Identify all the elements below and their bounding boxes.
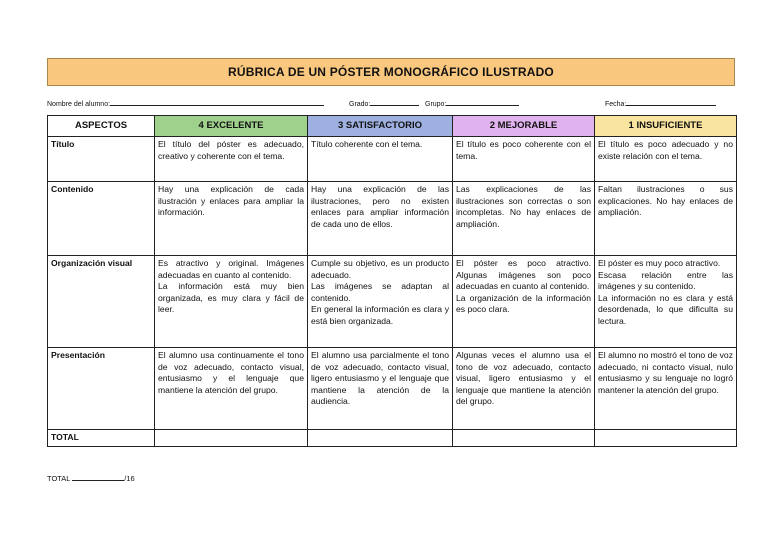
criterion-cell: Hay una explicación de cada ilustración y enlaces para ampliar la información. (155, 182, 308, 256)
criterion-cell: El título del póster es adecuado, creativo y coherente con el tema. (155, 137, 308, 182)
student-name-label: Nombre del alumno: (47, 101, 111, 108)
criterion-cell: Cumple su objetivo, es un producto adecuado. Las imágenes se adaptan al contenido. En general la información es clara y está bien organizada. (308, 256, 453, 348)
criterion-cell: El alumno no mostró el tono de voz adecuado, ni contacto visual, nulo entusiasmo y su lenguaje no logró mantener la atención del grupo. (595, 348, 737, 430)
criterion-cell: Es atractivo y original. Imágenes adecuadas en cuanto al contenido. La información está muy bien organizada, es muy clara y fácil de leer. (155, 256, 308, 348)
criterion-cell: El póster es poco atractivo. Algunas imágenes son poco adecuadas en cuanto al contenido. La organización de la información es poco clara. (453, 256, 595, 348)
aspect-cell: Título (48, 137, 155, 182)
table-row (48, 348, 737, 430)
criterion-cell: Título coherente con el tema. (308, 137, 453, 182)
header-level-1: 1 INSUFICIENTE (595, 116, 737, 137)
table-row (48, 256, 737, 348)
grade-field[interactable] (349, 98, 419, 108)
criterion-cell: El título es poco adecuado y no existe relación con el tema. (595, 137, 737, 182)
grade-label: Grado: (349, 101, 371, 108)
total-cell[interactable] (308, 430, 453, 447)
header-level-3: 3 SATISFACTORIO (308, 116, 453, 137)
total-score-label: TOTAL (47, 474, 71, 483)
criterion-cell: El alumno usa continuamente el tono de voz adecuado, contacto visual, entusiasmo y el lenguaje que mantiene la atención del grupo. (155, 348, 308, 430)
table-row (48, 137, 737, 182)
student-info-fields (47, 98, 737, 110)
criterion-cell: El póster es muy poco atractivo. Escasa relación entre las imágenes y su contenido. La información no es clara y está desordenada, lo que dificulta su lectura. (595, 256, 737, 348)
header-row (48, 116, 737, 137)
total-cell[interactable] (155, 430, 308, 447)
header-level-2: 2 MEJORABLE (453, 116, 595, 137)
date-label: Fecha: (605, 101, 627, 108)
header-aspects: ASPECTOS (48, 116, 155, 137)
student-name-field[interactable] (47, 98, 324, 108)
date-field[interactable] (605, 98, 716, 108)
criterion-cell: Las explicaciones de las ilustraciones son correctas o son incompletas. No hay enlaces de ampliación. (453, 182, 595, 256)
criterion-cell: Algunas veces el alumno usa el tono de voz adecuado, contacto visual, ligero entusiasmo y el lenguaje que mantiene la atención del grupo. (453, 348, 595, 430)
rubric-table (47, 115, 737, 447)
criterion-cell: El título es poco coherente con el tema. (453, 137, 595, 182)
group-label: Grupo: (425, 101, 447, 108)
total-label-cell: TOTAL (48, 430, 155, 447)
total-row (48, 430, 737, 447)
aspect-cell: Contenido (48, 182, 155, 256)
criterion-cell: El alumno usa parcialmente el tono de voz adecuado, contacto visual, ligero entusiasmo y el lenguaje que mantiene la atención de la audiencia. (308, 348, 453, 430)
table-row (48, 182, 737, 256)
total-score-max: /16 (124, 474, 135, 483)
criterion-cell: Faltan ilustraciones o sus explicaciones. No hay enlaces de ampliación. (595, 182, 737, 256)
header-level-4: 4 EXCELENTE (155, 116, 308, 137)
total-cell[interactable] (595, 430, 737, 447)
criterion-cell: Hay una explicación de las ilustraciones, pero no existen enlaces para ampliar información de cada uno de ellos. (308, 182, 453, 256)
aspect-cell: Organización visual (48, 256, 155, 348)
total-score-field[interactable] (47, 473, 135, 483)
aspect-cell: Presentación (48, 348, 155, 430)
total-cell[interactable] (453, 430, 595, 447)
group-field[interactable] (425, 98, 519, 108)
rubric-title: RÚBRICA DE UN PÓSTER MONOGRÁFICO ILUSTRADO (47, 58, 735, 86)
